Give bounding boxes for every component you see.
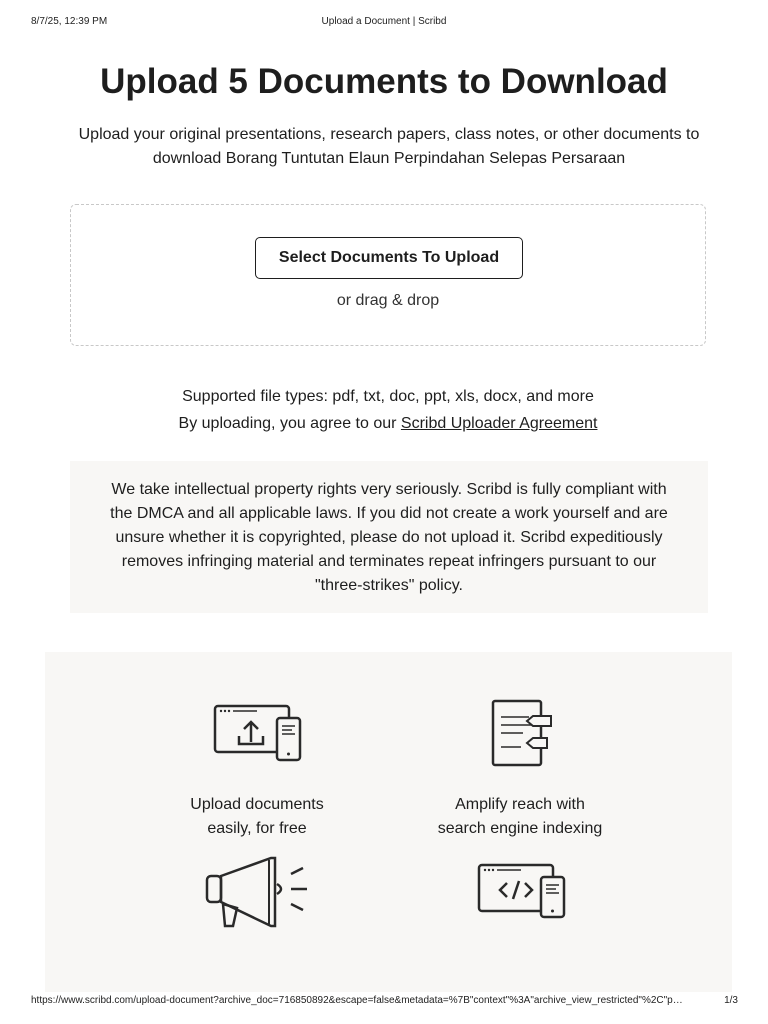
supported-filetypes-text: Supported file types: pdf, txt, doc, ppt, xls, docx, and more: [182, 388, 594, 405]
ip-notice: [70, 461, 708, 613]
feature-label-line: easily, for free: [207, 820, 307, 837]
page-subtitle: [40, 123, 738, 171]
feature-label-line: Amplify reach with: [455, 796, 585, 813]
agreement-prefix: By uploading, you agree to our: [178, 415, 401, 432]
select-documents-button[interactable]: Select Documents To Upload: [255, 237, 523, 279]
feature-label-line: Upload documents: [190, 796, 324, 813]
ip-notice-line: We take intellectual property rights very seriously. Scribd is fully compliant with: [111, 481, 667, 498]
print-datetime: 8/7/25, 12:39 PM: [31, 16, 108, 27]
subtitle-line-2: download Borang Tuntutan Elaun Perpindahan Selepas Persaraan: [152, 150, 626, 167]
upload-dropzone[interactable]: [70, 204, 706, 346]
print-footer: [0, 995, 768, 1009]
uploader-agreement-link[interactable]: Scribd Uploader Agreement: [400, 415, 598, 432]
features-panel: [45, 652, 732, 992]
ip-notice-line: unsure whether it is copyrighted, please do not upload it. Scribd expeditiously: [115, 529, 663, 546]
print-page-title: Upload a Document | Scribd: [321, 16, 447, 27]
print-page-number: 1/3: [724, 995, 738, 1006]
feature-label-line: search engine indexing: [437, 820, 603, 837]
subtitle-line-1: Upload your original presentations, research papers, class notes, or other documents to: [78, 126, 700, 143]
feature-upload-free: [147, 793, 367, 841]
feature-search-indexing: [410, 793, 630, 841]
ip-notice-line: the DMCA and all applicable laws. If you did not create a work yourself and are: [110, 505, 668, 522]
ip-notice-line: removes infringing material and terminates repeat infringers pursuant to our: [121, 553, 657, 570]
document-indexing-icon: [491, 699, 555, 769]
drag-drop-text: or drag & drop: [336, 292, 440, 309]
print-url: https://www.scribd.com/upload-document?archive_doc=716850892&escape=false&metadata=%7B"context"%3A"archive_view_restricted"%2C"p…: [31, 995, 683, 1006]
agreement-text: [0, 415, 768, 433]
print-header: [0, 16, 768, 30]
upload-devices-icon: [213, 704, 303, 764]
megaphone-icon: [203, 854, 313, 930]
ip-notice-line: "three-strikes" policy.: [315, 577, 463, 594]
code-devices-icon: [477, 863, 569, 921]
page-title: Upload 5 Documents to Download: [100, 62, 668, 101]
